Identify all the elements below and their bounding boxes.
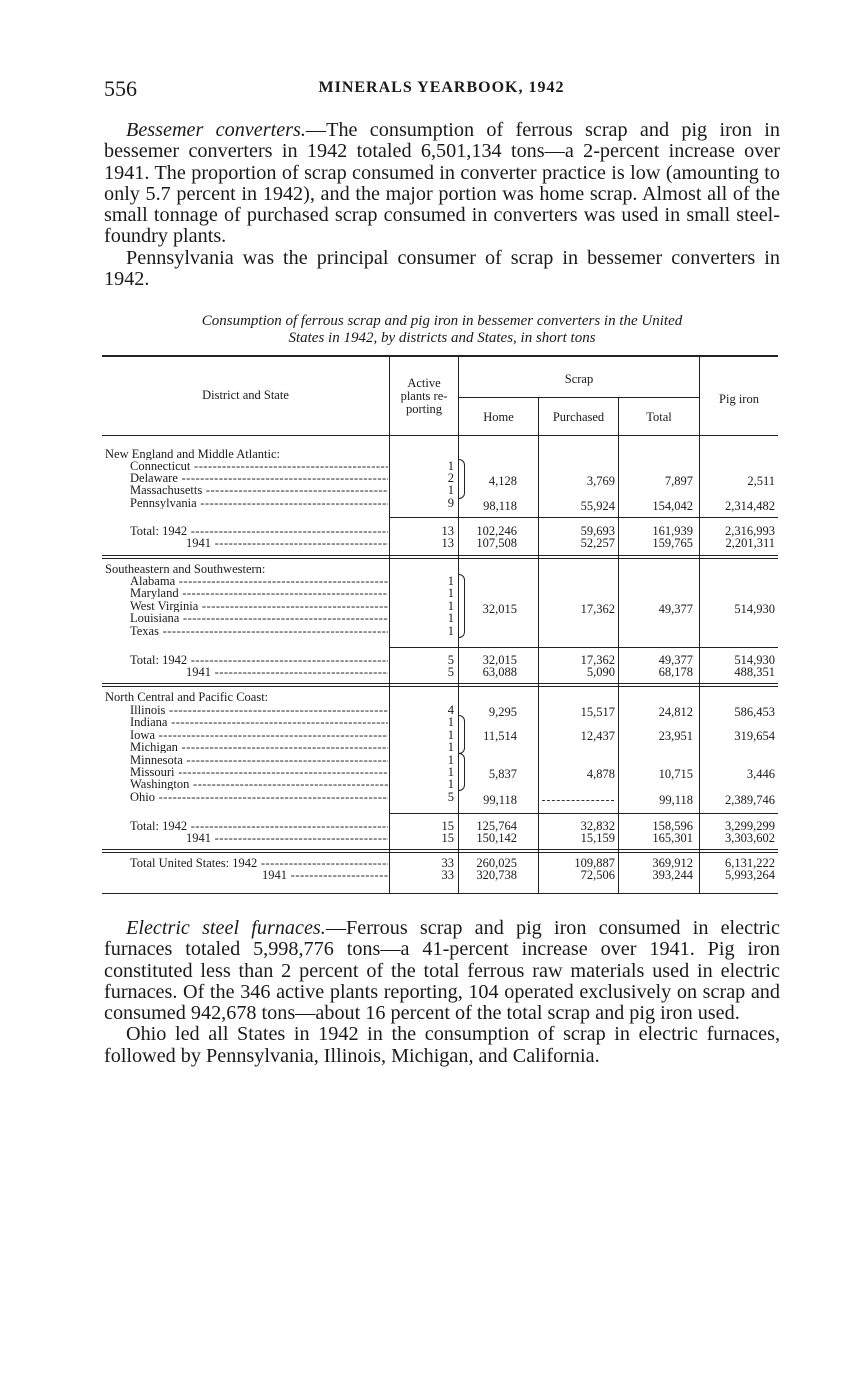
state-label: Michigan ----- — [130, 741, 388, 753]
pig-iron-cell: 3,303,602 — [725, 831, 775, 845]
grand-total-1941-label: 1941 ----- — [262, 869, 388, 881]
pig-iron-cell: 2,314,482 — [725, 499, 775, 513]
section1-total-rule — [390, 517, 778, 518]
total-1942-label: Total: 1942 ----- — [130, 820, 388, 832]
state-label: Louisiana ----- — [130, 612, 388, 624]
state-label: Minnesota ----- — [130, 754, 388, 766]
total-cell: 154,042 — [652, 499, 693, 513]
purchased-cell: 12,437 — [580, 729, 615, 743]
purchased-cell: 109,887 — [574, 856, 615, 870]
state-label: Missouri ----- — [130, 766, 388, 778]
state-label: Connecticut ----- — [130, 460, 388, 472]
total-cell: 10,715 — [658, 767, 693, 781]
section2-title: Southeastern and Southwestern: — [105, 563, 266, 575]
plants-cell: 4 — [447, 703, 454, 717]
header-purchased: Purchased — [552, 410, 605, 424]
table-top-rule — [102, 355, 778, 357]
col-divider-5 — [699, 355, 700, 893]
col-divider-3 — [538, 397, 539, 893]
section3-title: North Central and Pacific Coast: — [105, 691, 269, 703]
section2-end-rule-b — [102, 686, 778, 687]
header-plants-line-1: Active — [407, 376, 441, 390]
outro-paragraph-1 — [104, 918, 780, 1024]
plants-cell: 15 — [441, 819, 454, 833]
pig-iron-cell: 5,993,264 — [725, 868, 775, 882]
plants-cell: 1 — [447, 740, 454, 754]
header-plants — [390, 377, 458, 416]
table-bottom-rule — [102, 893, 778, 894]
purchased-cell: 59,693 — [580, 524, 615, 538]
purchased-cell: 72,506 — [580, 868, 615, 882]
running-head — [104, 76, 779, 102]
outro-paragraph-1-text: —Ferrous scrap and pig iron consumed in electric furnaces totaled 5,998,776 tons—a 41-percent increase over 1941. Pig iron constituted less than 2 percent of the total ferrous raw materials used in electric furnaces. Of the 346 active plants reporting, 104 operated exclusively on scrap and consumed 942,678 tons—about 16 percent of the total scrap and pig iron used. — [104, 917, 780, 1025]
purchased-empty-dash — [542, 800, 614, 801]
purchased-cell: 15,159 — [580, 831, 615, 845]
plants-cell: 1 — [447, 715, 454, 729]
pig-iron-cell: 2,389,746 — [725, 793, 775, 807]
plants-cell: 5 — [447, 665, 454, 679]
home-cell: 4,128 — [488, 474, 517, 488]
pig-iron-cell: 2,316,993 — [725, 524, 775, 538]
header-bottom-rule — [102, 435, 778, 436]
state-label: Illinois ----- — [130, 704, 388, 716]
plants-cell: 13 — [441, 536, 454, 550]
consumption-table — [102, 355, 778, 895]
section1-end-rule-b — [102, 558, 778, 559]
state-label: Maryland ----- — [130, 587, 388, 599]
header-plants-line-3: porting — [405, 402, 443, 416]
total-1942-label: Total: 1942 ----- — [130, 654, 388, 666]
total-cell: 24,812 — [658, 705, 693, 719]
page-number: 556 — [104, 76, 137, 101]
state-label: Iowa ----- — [130, 729, 388, 741]
total-cell: 369,912 — [652, 856, 693, 870]
outro-text — [104, 918, 780, 1067]
plants-cell: 15 — [441, 831, 454, 845]
home-cell: 260,025 — [476, 856, 517, 870]
home-cell: 125,764 — [476, 819, 517, 833]
state-label: Massachusetts ----- — [130, 484, 388, 496]
home-cell: 98,118 — [483, 499, 517, 513]
total-cell: 158,596 — [652, 819, 693, 833]
pig-iron-cell: 2,201,311 — [725, 536, 775, 550]
total-1941-label: 1941 ----- — [186, 832, 388, 844]
state-label: West Virginia ----- — [130, 600, 388, 612]
plants-cell: 1 — [447, 611, 454, 625]
state-label: Delaware ----- — [130, 472, 388, 484]
purchased-cell: 52,257 — [580, 536, 615, 550]
total-1941-label: 1941 ----- — [186, 666, 388, 678]
state-label: Ohio ----- — [130, 791, 388, 803]
col-divider-4 — [618, 397, 619, 893]
total-cell: 49,377 — [658, 653, 693, 667]
home-cell: 63,088 — [482, 665, 517, 679]
scrap-header-rule — [459, 397, 700, 398]
section3-end-rule-a — [102, 849, 778, 850]
table-caption-line-2: States in 1942, by districts and States, in short tons — [288, 330, 596, 346]
plants-cell: 33 — [441, 856, 454, 870]
intro-paragraph-2: Pennsylvania was the principal consumer of scrap in bessemer converters in 1942. — [104, 246, 780, 291]
state-label: Pennsylvania ----- — [130, 497, 388, 509]
plants-cell: 1 — [447, 777, 454, 791]
total-cell: 68,178 — [658, 665, 693, 679]
total-cell: 393,244 — [652, 868, 693, 882]
home-cell: 32,015 — [482, 602, 517, 616]
total-cell: 23,951 — [658, 729, 693, 743]
pig-iron-cell: 2,511 — [747, 474, 775, 488]
state-label: Indiana ----- — [130, 716, 388, 728]
section3-total-rule — [390, 813, 778, 814]
state-label: Alabama ----- — [130, 575, 388, 587]
pig-iron-cell: 488,351 — [734, 665, 775, 679]
header-scrap: Scrap — [564, 372, 594, 386]
plants-cell: 1 — [447, 459, 454, 473]
home-cell: 150,142 — [476, 831, 517, 845]
pig-iron-cell: 514,930 — [734, 653, 775, 667]
plants-cell: 1 — [447, 765, 454, 779]
purchased-cell: 3,769 — [586, 474, 615, 488]
header-home: Home — [483, 410, 514, 424]
purchased-cell: 5,090 — [586, 665, 615, 679]
home-cell: 32,015 — [482, 653, 517, 667]
total-cell: 7,897 — [664, 474, 693, 488]
col-divider-1 — [389, 355, 390, 893]
total-cell: 159,765 — [652, 536, 693, 550]
home-cell: 107,508 — [476, 536, 517, 550]
pig-iron-cell: 3,299,299 — [725, 819, 775, 833]
pig-iron-cell: 514,930 — [734, 602, 775, 616]
header-district: District and State — [202, 388, 289, 402]
plants-cell: 1 — [447, 753, 454, 767]
state-label: Texas ----- — [130, 625, 388, 637]
table-caption — [104, 313, 780, 347]
grand-total-1942-label: Total United States: 1942 ----- — [130, 857, 388, 869]
plants-cell: 1 — [447, 586, 454, 600]
plants-cell: 5 — [447, 653, 454, 667]
plants-cell: 1 — [447, 483, 454, 497]
section3-end-rule-b — [102, 852, 778, 853]
header-pig-iron: Pig iron — [719, 392, 759, 406]
home-cell: 5,837 — [488, 767, 517, 781]
plants-cell: 1 — [447, 728, 454, 742]
plants-cell: 5 — [447, 790, 454, 804]
home-cell: 11,514 — [483, 729, 517, 743]
total-cell: 161,939 — [652, 524, 693, 538]
state-label: Washington ----- — [130, 778, 388, 790]
section2-total-rule — [390, 647, 778, 648]
purchased-cell: 15,517 — [580, 705, 615, 719]
pig-iron-cell: 3,446 — [746, 767, 775, 781]
total-1941-label: 1941 ----- — [186, 537, 388, 549]
plants-cell: 13 — [441, 524, 454, 538]
section1-title: New England and Middle Atlantic: — [105, 448, 280, 460]
header-title: MINERALS YEARBOOK, 1942 — [318, 79, 565, 96]
purchased-cell: 17,362 — [580, 602, 615, 616]
total-cell: 49,377 — [658, 602, 693, 616]
header-plants-line-2: plants re- — [400, 389, 448, 403]
section-heading-electric: Electric steel furnaces. — [126, 917, 326, 939]
header-total: Total — [646, 410, 672, 424]
outro-paragraph-2: Ohio led all States in 1942 in the consumption of scrap in electric furnaces, followed by Pennsylvania, Illinois, Michigan, and California. — [104, 1023, 780, 1067]
plants-cell: 1 — [447, 599, 454, 613]
plants-cell: 9 — [447, 496, 454, 510]
purchased-cell: 55,924 — [580, 499, 615, 513]
plants-cell: 2 — [447, 471, 454, 485]
home-cell: 9,295 — [488, 705, 517, 719]
intro-paragraph-1 — [104, 120, 780, 248]
table-caption-line-1: Consumption of ferrous scrap and pig iron in bessemer converters in the United — [201, 313, 683, 329]
purchased-cell: 4,878 — [586, 767, 615, 781]
pig-iron-cell: 586,453 — [734, 705, 775, 719]
pig-iron-cell: 6,131,222 — [725, 856, 775, 870]
total-cell: 165,301 — [652, 831, 693, 845]
total-cell: 99,118 — [659, 793, 693, 807]
plants-cell: 33 — [441, 868, 454, 882]
plants-cell: 1 — [447, 574, 454, 588]
purchased-cell: 32,832 — [580, 819, 615, 833]
section-heading-bessemer: Bessemer converters. — [126, 119, 306, 141]
purchased-cell: 17,362 — [580, 653, 615, 667]
pig-iron-cell: 319,654 — [734, 729, 775, 743]
home-cell: 102,246 — [476, 524, 517, 538]
intro-paragraph-1-text: —The consumption of ferrous scrap and pig iron in bessemer converters in 1942 totaled 6,501,134 tons—a 2-percent increase over 1941. The proportion of scrap consumed in converter practice is low (amounting to only 5.7 percent in 1942), and the major portion was home scrap. Almost all of the small tonnage of purchased scrap consumed in converters was used in small steel-foundry plants. — [104, 119, 780, 248]
plants-cell: 1 — [447, 624, 454, 638]
home-cell: 99,118 — [483, 793, 517, 807]
section1-end-rule-a — [102, 555, 778, 556]
intro-text — [104, 120, 780, 290]
home-cell: 320,738 — [476, 868, 517, 882]
total-1942-label: Total: 1942 ----- — [130, 525, 388, 537]
section2-end-rule-a — [102, 683, 778, 684]
